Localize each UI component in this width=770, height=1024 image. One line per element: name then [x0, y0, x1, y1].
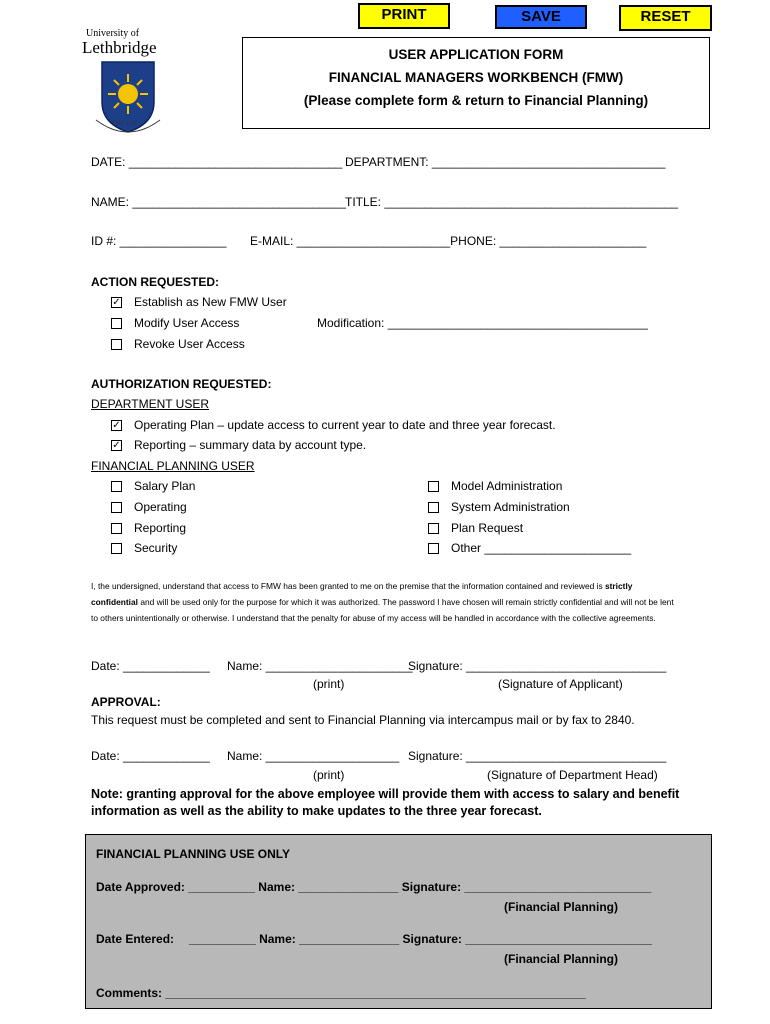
modification-field[interactable]: Modification: _______________________________________	[317, 316, 648, 330]
date-field[interactable]: DATE: ________________________________	[91, 155, 343, 169]
declaration-paragraph: I, the undersigned, understand that access to FMW has been granted to me on the premise that the information contained and reviewed is strictly confidential and will be used only for the purpose for which it was authorized. The password I have chosen will remain strictly confidential and will not be lent to others unintentionally or otherwise. I understand that the penalty for abuse of my access will be handled in accordance with the collective agreements.	[91, 581, 674, 623]
form-instruction: (Please complete form & return to Financial Planning)	[303, 93, 649, 108]
print-caption: (print)	[313, 768, 345, 782]
logo-text-small: University of	[86, 28, 140, 39]
financial-planning-use-box	[85, 834, 712, 1009]
fp-approved-row[interactable]: Date Approved: __________ Name: _______________ Signature: ____________________________	[96, 880, 652, 894]
fp-item-salary-plan[interactable]: Salary Plan	[111, 479, 195, 493]
fp-item-reporting[interactable]: Reporting	[111, 521, 186, 535]
head-name-field[interactable]: Name: ____________________	[227, 749, 400, 763]
authorization-heading: AUTHORIZATION REQUESTED:	[91, 377, 272, 391]
approval-note: Note: granting approval for the above employee will provide them with access to salary and benefit information as well as the ability to make updates to the three year forecast.	[91, 787, 680, 818]
fp-item-security[interactable]: Security	[111, 541, 177, 555]
checkbox-checked-icon[interactable]: ✓	[112, 420, 121, 432]
name-field[interactable]: NAME: ________________________________	[91, 195, 346, 209]
auth-item-reporting[interactable]: ✓ Reporting – summary data by account type.	[112, 438, 367, 452]
fp-item-plan-request[interactable]: Plan Request	[428, 521, 523, 535]
applicant-signature-field[interactable]: Signature: ______________________________	[408, 659, 667, 673]
applicant-name-field[interactable]: Name: ______________________	[227, 659, 413, 673]
financial-planning-user-heading: FINANCIAL PLANNING USER	[91, 459, 255, 473]
id-field[interactable]: ID #: ________________	[91, 234, 227, 248]
applicant-signature-caption: (Signature of Applicant)	[498, 677, 623, 691]
checkbox-icon[interactable]	[428, 523, 439, 534]
approval-text: This request must be completed and sent to Financial Planning via intercampus mail or by fax to 2840.	[91, 713, 635, 727]
fp-item-system-admin[interactable]: System Administration	[428, 500, 570, 514]
fp-comments-field[interactable]: Comments: _______________________________________________________________	[96, 986, 586, 1000]
fp-item-operating[interactable]: Operating	[111, 500, 187, 514]
print-button[interactable]: PRINT	[358, 3, 450, 29]
checkbox-icon[interactable]	[111, 523, 122, 534]
department-field[interactable]: DEPARTMENT: ___________________________________	[345, 155, 666, 169]
checkbox-icon[interactable]	[428, 481, 439, 492]
print-caption: (print)	[313, 677, 345, 691]
fp-item-other[interactable]: Other ______________________	[428, 541, 631, 555]
checkbox-icon[interactable]	[111, 339, 122, 350]
action-item-modify[interactable]: Modify User Access	[111, 316, 239, 330]
checkbox-icon[interactable]	[111, 318, 122, 329]
auth-item-operating-plan[interactable]: ✓ Operating Plan – update access to current year to date and three year forecast.	[112, 418, 556, 432]
university-logo	[82, 28, 174, 136]
fp-entered-label: Date Entered:	[96, 932, 175, 946]
checkbox-checked-icon[interactable]: ✓	[112, 440, 121, 452]
applicant-date-field[interactable]: Date: _____________	[91, 659, 210, 673]
checkbox-icon[interactable]	[111, 502, 122, 513]
head-signature-caption: (Signature of Department Head)	[487, 768, 658, 782]
logo-text-large: Lethbridge	[82, 38, 157, 57]
checkbox-icon[interactable]	[111, 543, 122, 554]
logo-motto: FIAT LUX	[112, 121, 138, 127]
action-heading: ACTION REQUESTED:	[91, 275, 220, 289]
form-title: USER APPLICATION FORM	[388, 47, 564, 62]
fp-item-model-admin[interactable]: Model Administration	[428, 479, 562, 493]
form-subtitle: FINANCIAL MANAGERS WORKBENCH (FMW)	[328, 70, 624, 85]
department-user-heading: DEPARTMENT USER	[91, 397, 210, 411]
action-item-revoke[interactable]: Revoke User Access	[111, 337, 245, 351]
action-item-new-user[interactable]: ✓ Establish as New FMW User	[112, 295, 287, 309]
form-title-box	[242, 37, 710, 129]
checkbox-icon[interactable]	[428, 543, 439, 554]
email-phone-field[interactable]: E-MAIL: _______________________PHONE: ______________________	[250, 234, 647, 248]
head-signature-field[interactable]: Signature: ______________________________	[408, 749, 667, 763]
checkbox-icon[interactable]	[428, 502, 439, 513]
approval-heading: APPROVAL:	[91, 695, 161, 709]
fp-use-heading: FINANCIAL PLANNING USE ONLY	[96, 847, 291, 861]
title-field[interactable]: TITLE: ____________________________________________	[345, 195, 678, 209]
reset-button[interactable]: RESET	[619, 5, 712, 31]
fp-caption: (Financial Planning)	[504, 900, 619, 914]
fp-entered-row[interactable]: __________ Name: _______________ Signature: ____________________________	[189, 932, 653, 946]
head-date-field[interactable]: Date: _____________	[91, 749, 210, 763]
checkbox-icon[interactable]	[111, 481, 122, 492]
checkbox-checked-icon[interactable]: ✓	[112, 297, 121, 309]
fp-caption: (Financial Planning)	[504, 952, 619, 966]
save-button[interactable]: SAVE	[495, 5, 587, 29]
